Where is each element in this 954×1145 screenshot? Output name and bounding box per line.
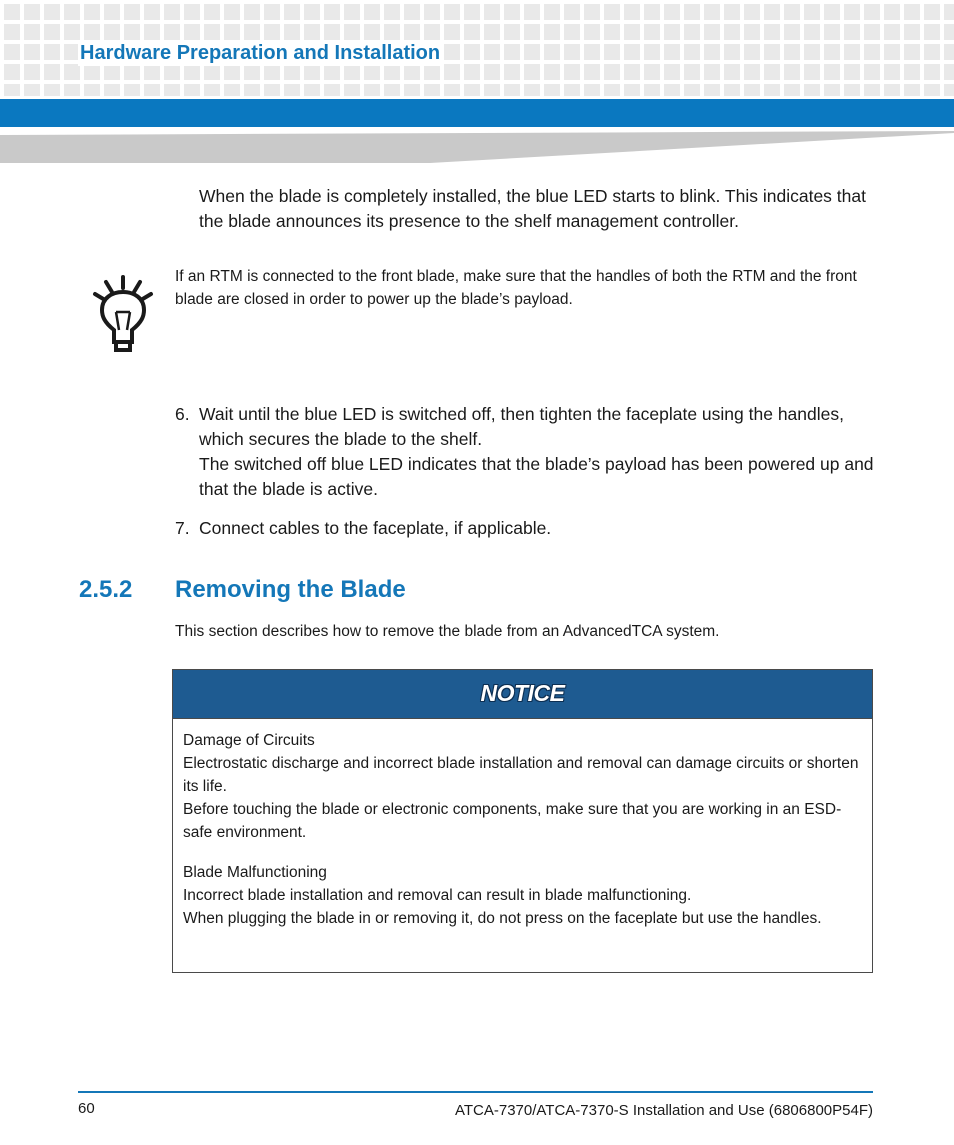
notice-box [172, 669, 873, 973]
step-text: Connect cables to the faceplate, if applicable. [199, 518, 552, 538]
notice-block-title: Blade Malfunctioning [183, 864, 327, 881]
step-number: 6. [175, 404, 190, 424]
section-description: This section describes how to remove the blade from an AdvancedTCA system. [175, 623, 720, 640]
notice-label: NOTICE [480, 680, 565, 706]
section-heading [79, 575, 406, 605]
notice-header [173, 670, 872, 719]
tip-paragraph: If an RTM is connected to the front blade, make sure that the handles of both the RTM and the front blade are closed in order to power up the blade’s payload. [175, 268, 857, 308]
step-number: 7. [175, 518, 190, 538]
chapter-title: Hardware Preparation and Installation [80, 42, 441, 64]
notice-block-title: Damage of Circuits [183, 732, 315, 749]
step-7 [175, 516, 875, 541]
notice-block-line: When plugging the blade in or removing it, do not press on the faceplate but use the handles. [183, 910, 822, 927]
section-title: Removing the Blade [175, 576, 406, 603]
notice-block-line: Electrostatic discharge and incorrect blade installation and removal can damage circuits or shorten its life. [183, 755, 859, 795]
lightbulb-icon [92, 274, 156, 356]
header-bar [0, 99, 954, 127]
page-number: 60 [78, 1100, 95, 1117]
intro-paragraph: When the blade is completely installed, the blue LED starts to blink. This indicates that the blade announces its presence to the shelf management controller. [199, 186, 866, 231]
section-number: 2.5.2 [79, 576, 133, 603]
document-title: ATCA-7370/ATCA-7370-S Installation and Use (6806800P54F) [454, 1102, 873, 1119]
step-text: Wait until the blue LED is switched off, then tighten the faceplate using the handles, which secures the blade to the shelf. [199, 404, 844, 449]
header-wedge [0, 131, 954, 163]
notice-block-line: Incorrect blade installation and removal can result in blade malfunctioning. [183, 887, 692, 904]
step-6 [175, 402, 875, 502]
notice-body [173, 719, 872, 930]
notice-block-line: Before touching the blade or electronic components, make sure that you are working in an ESD-safe environment. [183, 801, 842, 841]
footer-rule [78, 1091, 873, 1093]
step-detail: The switched off blue LED indicates that the blade’s payload has been powered up and that the blade is active. [199, 454, 874, 499]
